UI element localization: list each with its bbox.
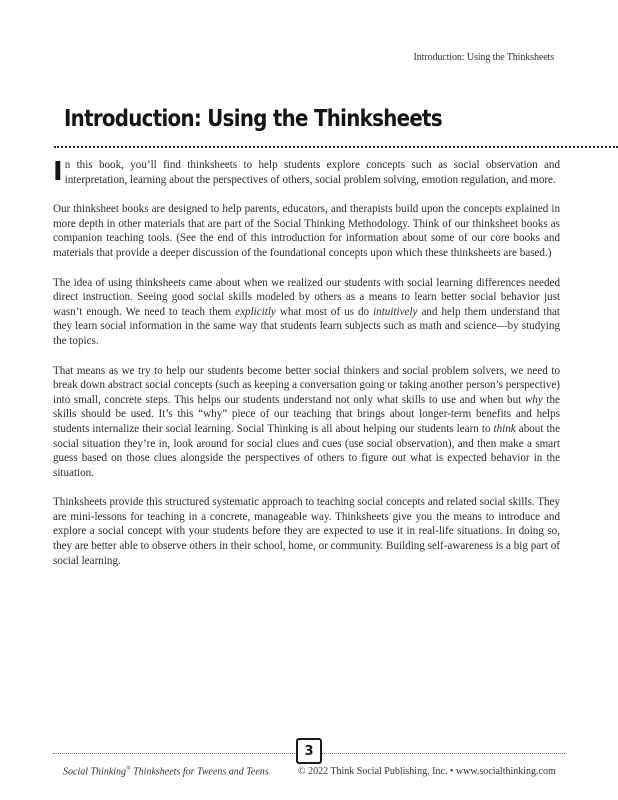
paragraph-text: the skills should be used. It’s this “why” piece of our teaching that brings about longer-term benefits and helps students internalize their social learning. Social Thinking is all about helping our students learn to [53,393,560,435]
registered-mark: ® [126,766,131,772]
book-title-text: Social Thinking [63,766,127,778]
paragraph-break-down-concepts [53,364,560,481]
title-dotted-divider [54,146,618,148]
book-title-text: Thinksheets for Tweens and Teens [130,766,269,778]
paragraph-text: That means as we try to help our students become better social thinkers and social problem solvers, we need to break down abstract social concepts (such as keeping a conversation going or taking another person’s perspective) into small, concrete steps. This helps our students understand not only what skills to use and when but [53,364,560,406]
footer-book-title [63,766,269,777]
emphasis-text: think [493,422,516,435]
emphasis-text: explicitly [235,305,276,318]
page-title: Introduction: Using the Thinksheets [64,106,442,132]
paragraph-thinksheet-books: Our thinksheet books are designed to help parents, educators, and therapists build upon the concepts explained in more depth in other materials that are part of the Social Thinking Methodology. Think of our thinksheet books as companion teaching tools. (See the end of this introduction for information about some of our core books and materials that provide a deeper discussion of the foundational concepts upon which these thinksheets are based.) [53,203,560,259]
body-content [53,158,560,583]
paragraph-text: The idea of using thinksheets came about when we realized our students with social learning differences needed direct instruction. Seeing good social skills modeled by others as a means to learn better social behavior just wasn’t enough. We need to teach them [53,276,560,318]
footer-copyright: © 2022 Think Social Publishing, Inc. • www.socialthinking.com [298,766,556,777]
paragraph-intro [53,158,560,187]
running-head: Introduction: Using the Thinksheets [413,52,554,63]
paragraph-idea-origin [53,276,560,349]
paragraph-text: n this book, you’ll find thinksheets to help students explore concepts such as social observation and interpretation, learning about the perspectives of others, social problem solving, emotion regulation, and more. [64,159,560,186]
emphasis-text: why [524,393,543,406]
paragraph-structured-approach: Thinksheets provide this structured systematic approach to teaching social concepts and related social skills. They are mini-lessons for teaching in a concrete, manageable way. Thinksheets give you the means to introduce and explore a social concept with your students before they are expected to use it in real-life situations. In doing so, they are better able to observe others in their school, home, or community. Building self-awareness is a big part of social learning. [53,496,560,567]
drop-cap: I [53,157,63,187]
paragraph-text: what most of us do [275,305,374,318]
paragraph-text: about the social situation they’re in, look around for social clues and cues (use social observation), and then make a smart guess based on those clues alongside the perspectives of others to figure out what is expected behavior in the situation. [53,422,560,479]
emphasis-text: intuitively [373,305,418,318]
page-number: 3 [296,738,322,764]
paragraph-text: and help them understand that they learn social information in the same way that students learn subjects such as math and science—by studying the topics. [53,305,560,347]
